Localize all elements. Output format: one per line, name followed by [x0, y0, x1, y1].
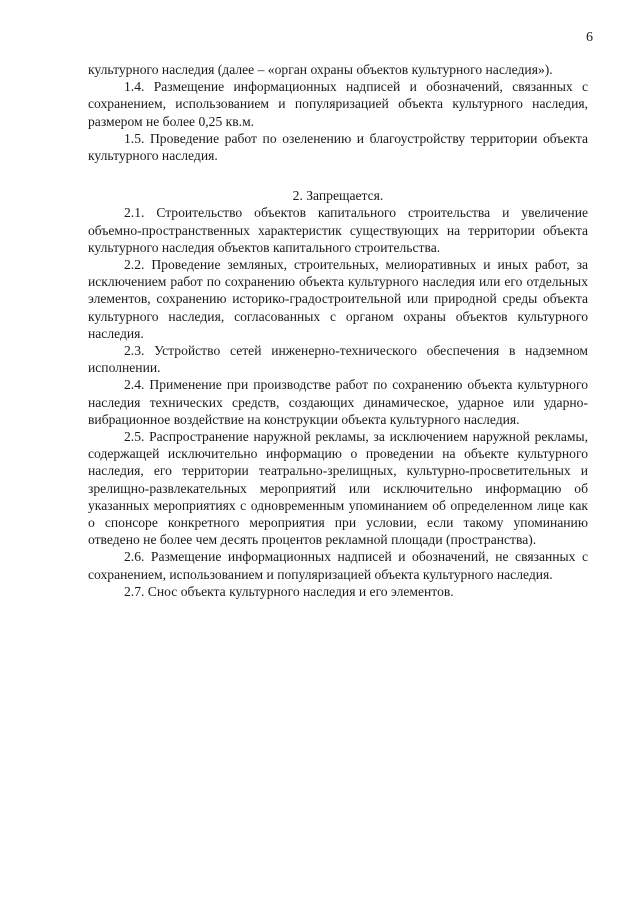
item-1-5: 1.5. Проведение работ по озеленению и благоустройству территории объекта культурного наследия.: [88, 130, 588, 164]
item-2-1: 2.1. Строительство объектов капитального строительства и увеличение объемно-пространственных характеристик существующих на территории объекта культурного наследия объектов капитального строительства.: [88, 205, 588, 255]
item-1-4: 1.4. Размещение информационных надписей и обозначений, связанных с сохранением, использованием и популяризацией объекта культурного наследия, размером не более 0,25 кв.м.: [88, 79, 588, 129]
item-2-5: 2.5. Распространение наружной рекламы, за исключением наружной рекламы, содержащей исключительно информацию о проведении на объекте культурного наследия, его территории театрально-зрелищных, культурно-просветительных и зрелищно-развлекательных мероприятий или исключительно информацию об указанных мероприятиях с одновременным упоминанием об определенном лице как о спонсоре конкретного мероприятия при условии, если такому упоминанию отведено не более чем десять процентов рекламной площади (пространства).: [88, 429, 588, 548]
document-body: [88, 61, 588, 600]
item-2-7: 2.7. Снос объекта культурного наследия и его элементов.: [124, 583, 454, 599]
page-number: 6: [586, 30, 593, 45]
continuation-paragraph: культурного наследия (далее – «орган охраны объектов культурного наследия»).: [88, 62, 553, 77]
item-2-6: 2.6. Размещение информационных надписей и обозначений, не связанных с сохранением, использованием и популяризацией объекта культурного наследия.: [88, 549, 588, 582]
item-2-3: 2.3. Устройство сетей инженерно-технического обеспечения в надземном исполнении.: [88, 343, 588, 376]
section-2-title: 2. Запрещается.: [292, 188, 384, 204]
item-2-2: 2.2. Проведение земляных, строительных, мелиоративных и иных работ, за исключением работ по сохранению объекта культурного наследия или его отдельных элементов, сохранению историко-градостроительной или природной среды объекта культурного наследия, согласованных с органом охраны объектов культурного наследия.: [88, 257, 588, 341]
item-2-4: 2.4. Применение при производстве работ по сохранению объекта культурного наследия технических средств, создающих динамическое, ударное или ударно-вибрационное воздействие на конструкции объекта культурного наследия.: [88, 377, 588, 427]
